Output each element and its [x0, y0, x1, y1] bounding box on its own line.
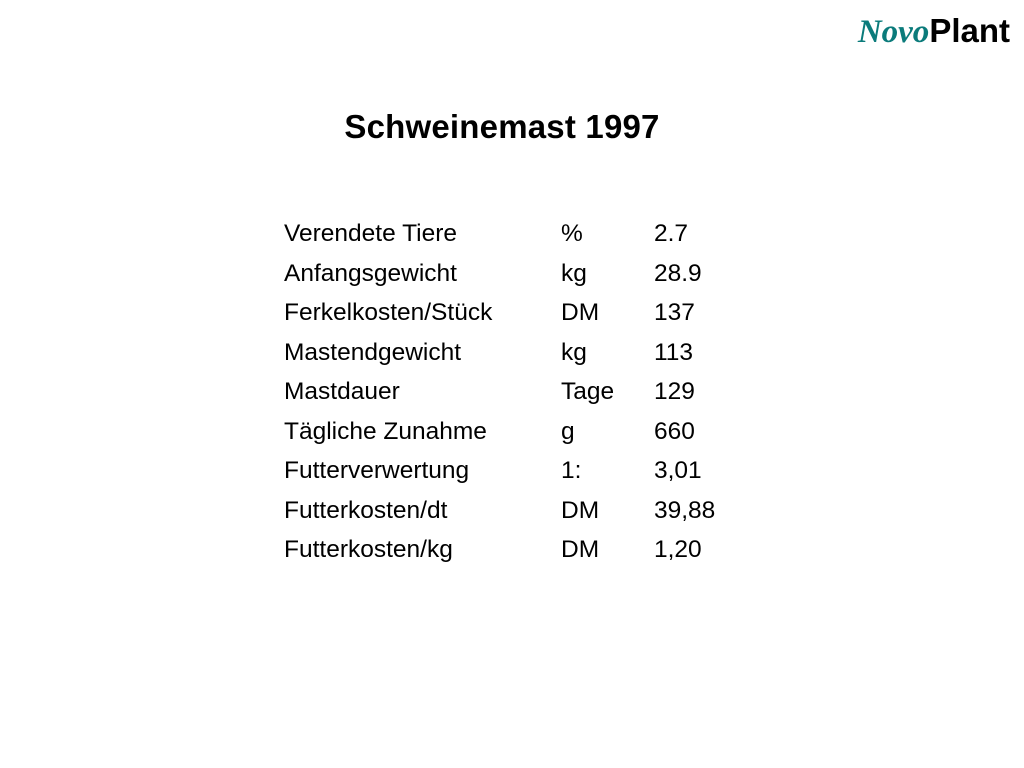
metric-unit: DM [561, 536, 600, 563]
metric-label: Futterverwertung [284, 457, 470, 484]
metrics-table-body [284, 222, 774, 578]
metric-value: 129 [654, 378, 695, 405]
novoplant-logo [858, 12, 1010, 51]
metric-unit: DM [561, 299, 600, 326]
slide-title-text: Schweinemast 1997 [344, 108, 660, 145]
metric-unit: 1: [561, 457, 582, 484]
metric-value: 113 [654, 338, 694, 366]
metric-unit: DM [561, 496, 600, 524]
logo-text-novo: Novo [857, 14, 930, 50]
table-row [284, 341, 774, 381]
metric-unit: kg [561, 338, 587, 366]
metric-unit: kg [561, 259, 587, 287]
metric-unit: g [561, 417, 575, 445]
table-row [284, 459, 774, 499]
metric-value: 137 [654, 299, 695, 326]
table-row [284, 538, 774, 578]
metric-value: 2.7 [654, 220, 689, 247]
table-row [284, 499, 774, 539]
metric-value: 28.9 [654, 259, 702, 287]
metric-value: 3,01 [654, 457, 702, 484]
table-row [284, 420, 774, 460]
table-row [284, 222, 774, 262]
metric-label: Mastendgewicht [284, 338, 462, 366]
metric-label: Futterkosten/dt [284, 496, 448, 524]
table-row [284, 262, 774, 302]
metrics-table [284, 222, 774, 578]
metric-label: Futterkosten/kg [284, 536, 453, 563]
table-row [284, 380, 774, 420]
metric-value: 39,88 [654, 496, 716, 524]
metric-value: 1,20 [654, 536, 702, 563]
slide-title [0, 108, 1024, 146]
metric-label: Mastdauer [284, 378, 400, 405]
metric-unit: % [561, 220, 583, 247]
metric-label: Verendete Tiere [284, 220, 457, 247]
metric-value: 660 [654, 417, 695, 445]
table-row [284, 301, 774, 341]
metric-label: Ferkelkosten/Stück [284, 299, 493, 326]
metric-label: Tägliche Zunahme [284, 417, 487, 445]
metric-unit: Tage [561, 378, 615, 405]
logo-text-plant: Plant [929, 12, 1010, 49]
metric-label: Anfangsgewicht [284, 259, 457, 287]
